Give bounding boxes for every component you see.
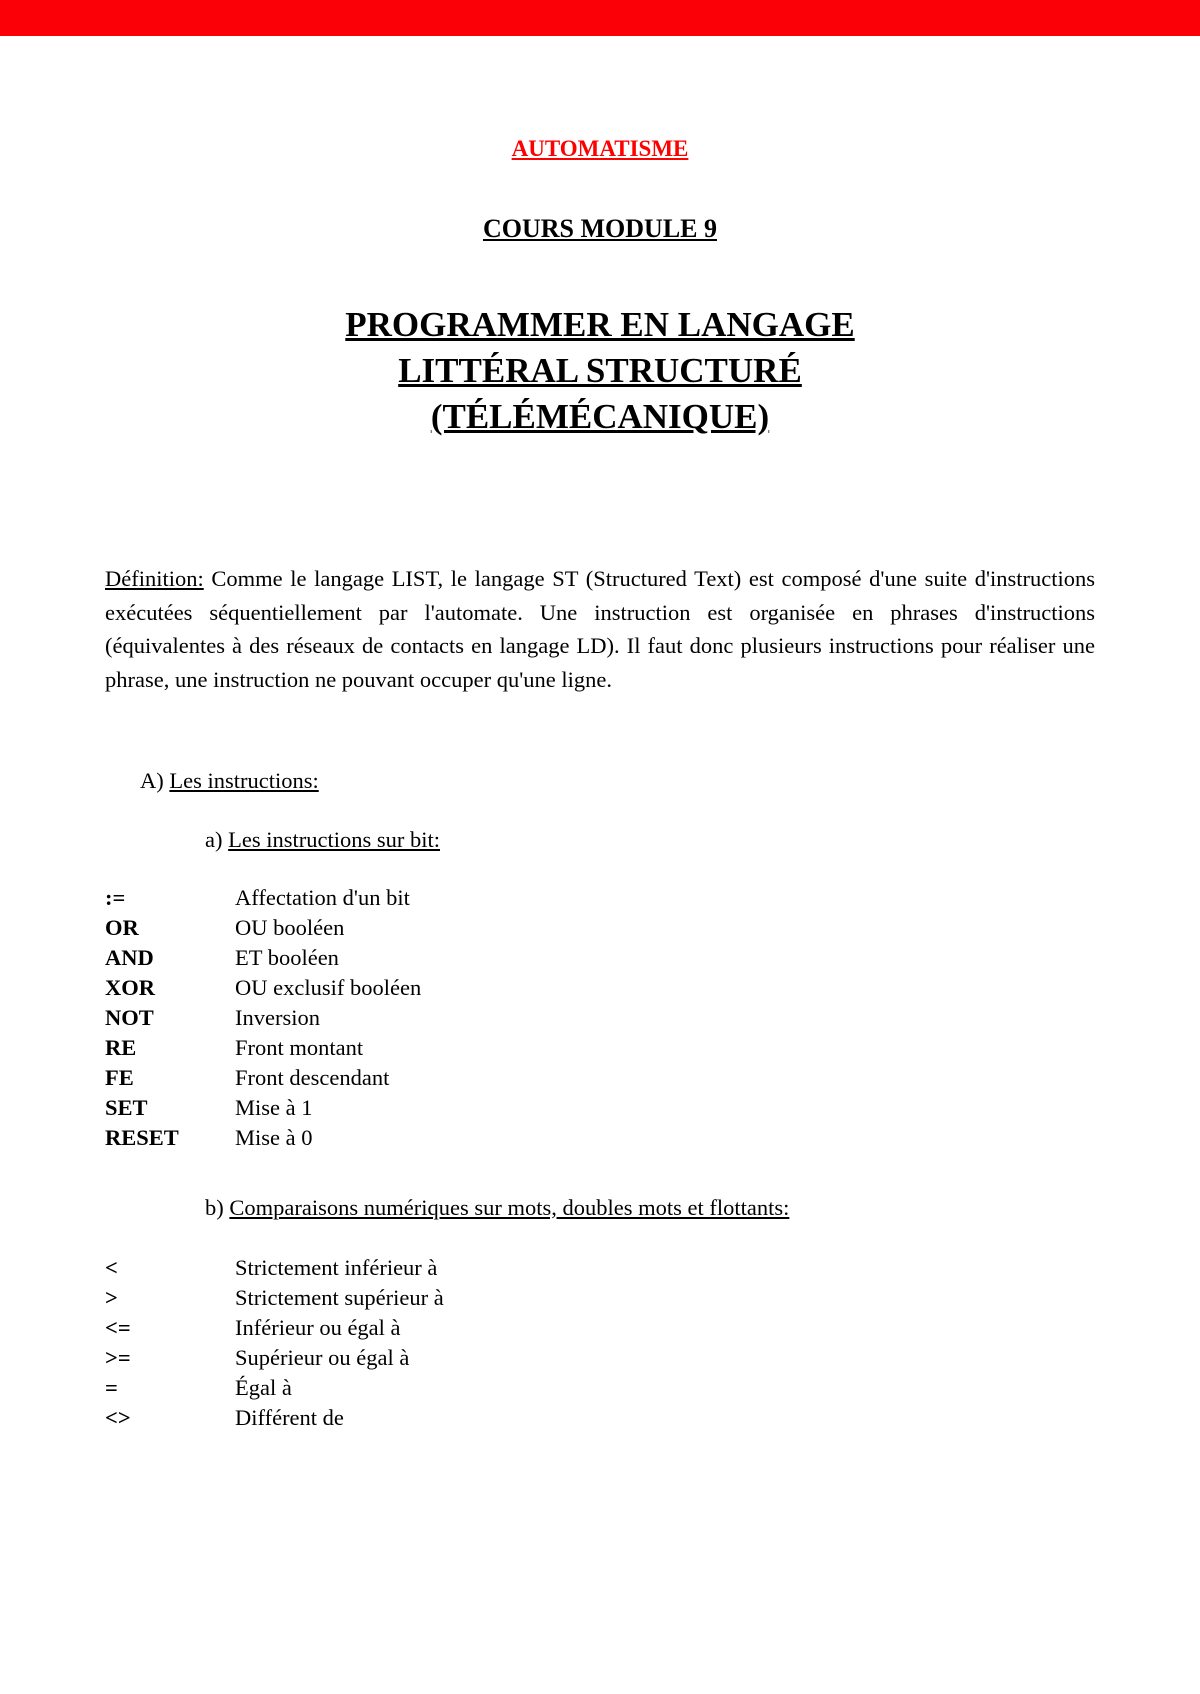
instruction-row bbox=[105, 973, 1095, 1003]
instruction-operator: NOT bbox=[105, 1005, 154, 1030]
comparison-operator: <> bbox=[105, 1405, 131, 1430]
instruction-description: Front descendant bbox=[235, 1065, 390, 1090]
section-a-title: Les instructions: bbox=[169, 768, 319, 793]
section-a-prefix: A) bbox=[140, 768, 170, 793]
comparison-description: Strictement inférieur à bbox=[235, 1255, 438, 1280]
comparison-description: Différent de bbox=[235, 1405, 344, 1430]
course-title-text: AUTOMATISME bbox=[511, 136, 689, 161]
subsection-b-heading bbox=[205, 1195, 1095, 1221]
instruction-row bbox=[105, 1093, 1095, 1123]
instruction-row bbox=[105, 1003, 1095, 1033]
instruction-description: OU exclusif booléen bbox=[235, 975, 422, 1000]
instruction-description: Inversion bbox=[235, 1005, 320, 1030]
comparison-description: Égal à bbox=[235, 1375, 292, 1400]
comparison-row bbox=[105, 1253, 1095, 1283]
course-title bbox=[105, 136, 1095, 162]
definition-paragraph bbox=[105, 562, 1095, 696]
comparisons-list bbox=[105, 1253, 1095, 1433]
bit-instructions-list bbox=[105, 883, 1095, 1153]
instruction-row bbox=[105, 1123, 1095, 1153]
comparison-row bbox=[105, 1403, 1095, 1433]
instruction-operator: AND bbox=[105, 945, 154, 970]
instruction-description: Affectation d'un bit bbox=[235, 885, 410, 910]
module-title bbox=[105, 214, 1095, 244]
instruction-operator: := bbox=[105, 885, 126, 910]
comparison-operator: < bbox=[105, 1255, 118, 1280]
subsection-b-prefix: b) bbox=[205, 1195, 230, 1220]
instruction-description: ET booléen bbox=[235, 945, 339, 970]
instruction-description: Mise à 0 bbox=[235, 1125, 313, 1150]
main-title-line-1: PROGRAMMER EN LANGAGE bbox=[345, 305, 855, 344]
definition-text: Comme le langage LIST, le langage ST (Structured Text) est composé d'une suite d'instructions exécutées séquentiellement par l'automate. Une instruction est organisée en phrases d'instructions (équivalentes à des réseaux de contacts en langage LD). Il faut donc plusieurs instructions pour réaliser une phrase, une instruction ne pouvant occuper qu'une ligne. bbox=[105, 566, 1095, 692]
instruction-row bbox=[105, 943, 1095, 973]
comparison-row bbox=[105, 1283, 1095, 1313]
main-title-line-2: LITTÉRAL STRUCTURÉ bbox=[398, 351, 802, 390]
module-title-text: COURS MODULE 9 bbox=[482, 214, 717, 243]
instruction-operator: OR bbox=[105, 915, 139, 940]
instruction-row bbox=[105, 913, 1095, 943]
subsection-a-heading bbox=[205, 827, 1095, 853]
comparison-operator: > bbox=[105, 1285, 118, 1310]
subsection-a-prefix: a) bbox=[205, 827, 229, 852]
instruction-operator: XOR bbox=[105, 975, 155, 1000]
definition-label: Définition: bbox=[105, 566, 204, 591]
section-a-heading bbox=[140, 768, 1095, 794]
instruction-description: Front montant bbox=[235, 1035, 364, 1060]
comparison-description: Strictement supérieur à bbox=[235, 1285, 444, 1310]
instruction-row bbox=[105, 1063, 1095, 1093]
comparison-description: Inférieur ou égal à bbox=[235, 1315, 401, 1340]
comparison-operator: = bbox=[105, 1375, 118, 1400]
page-content bbox=[0, 136, 1200, 1433]
instruction-row bbox=[105, 883, 1095, 913]
instruction-operator: RESET bbox=[105, 1125, 179, 1150]
comparison-operator: >= bbox=[105, 1345, 131, 1370]
comparison-operator: <= bbox=[105, 1315, 131, 1340]
comparison-description: Supérieur ou égal à bbox=[235, 1345, 410, 1370]
instruction-description: Mise à 1 bbox=[235, 1095, 313, 1120]
instruction-row bbox=[105, 1033, 1095, 1063]
subsection-a-title: Les instructions sur bit: bbox=[228, 827, 440, 852]
comparison-row bbox=[105, 1343, 1095, 1373]
comparison-row bbox=[105, 1313, 1095, 1343]
instruction-operator: FE bbox=[105, 1065, 134, 1090]
comparison-row bbox=[105, 1373, 1095, 1403]
subsection-b-title: Comparaisons numériques sur mots, doubles mots et flottants: bbox=[229, 1195, 790, 1220]
instruction-operator: RE bbox=[105, 1035, 137, 1060]
main-title bbox=[105, 302, 1095, 440]
instruction-operator: SET bbox=[105, 1095, 148, 1120]
red-header-bar bbox=[0, 0, 1200, 36]
instruction-description: OU booléen bbox=[235, 915, 345, 940]
main-title-line-3: (TÉLÉMÉCANIQUE) bbox=[430, 397, 770, 436]
